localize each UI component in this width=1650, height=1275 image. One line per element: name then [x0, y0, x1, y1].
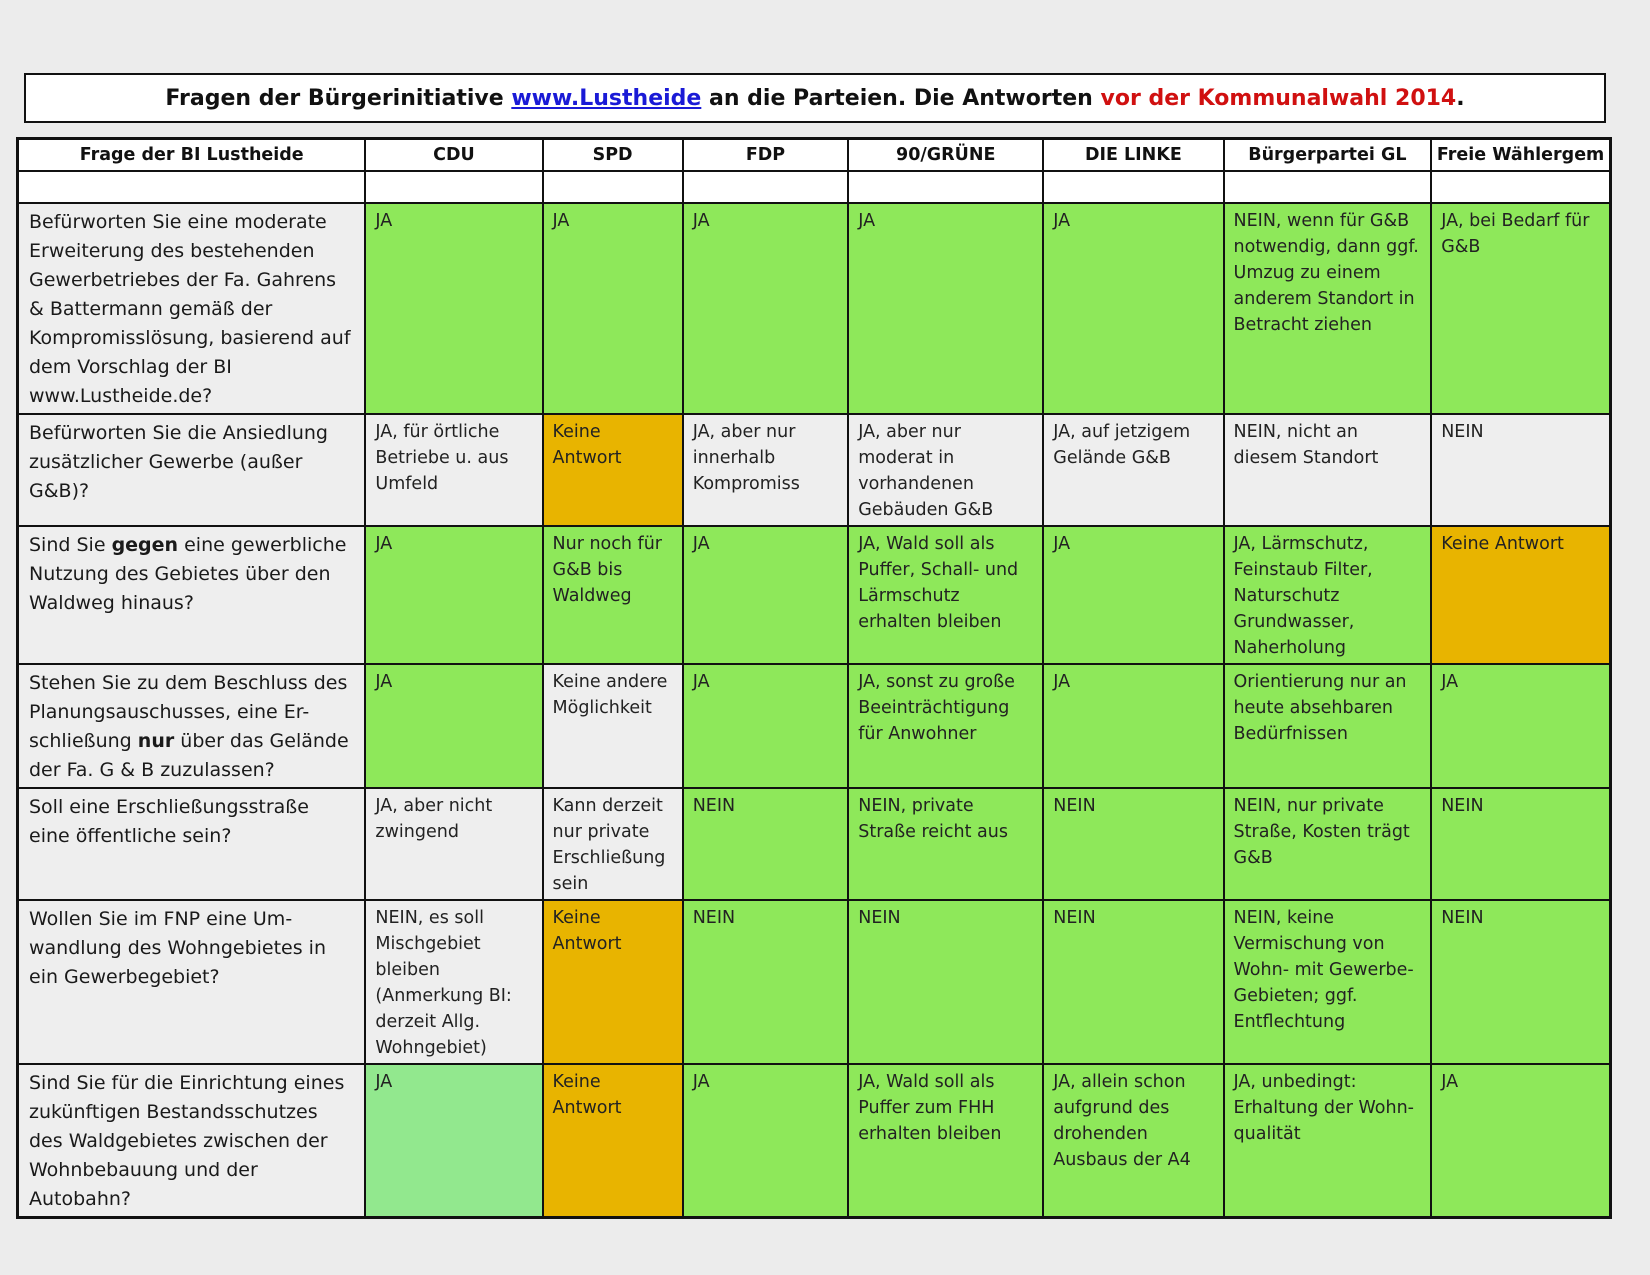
question-segment: Sind Sie: [29, 534, 112, 556]
answer-text: JA: [1053, 211, 1071, 231]
answer-cell: [683, 526, 849, 664]
answer-cell: [1431, 1064, 1610, 1218]
empty-cell: [1043, 171, 1223, 203]
answer-text: JA: [375, 211, 393, 231]
question-cell: [18, 414, 366, 526]
answer-text: JA: [858, 211, 876, 231]
empty-cell: [683, 171, 849, 203]
answer-cell: [1043, 203, 1223, 414]
table-header-row: [18, 139, 1611, 172]
answer-text: JA: [692, 211, 710, 231]
answer-cell: [683, 900, 849, 1064]
answer-cell: [848, 1064, 1043, 1218]
answer-cell: [365, 788, 542, 900]
answer-text: JA, unbedingt: Erhaltung der Wohn-qualität: [1233, 1072, 1414, 1144]
question-cell: [18, 526, 366, 664]
table-row: [18, 900, 1611, 1064]
column-header-party: 90/GRÜNE: [848, 139, 1043, 172]
answer-cell: [683, 1064, 849, 1218]
answer-cell: [1224, 526, 1432, 664]
answer-text: JA: [692, 672, 710, 692]
answer-text: JA: [552, 211, 570, 231]
question-text: [29, 419, 355, 506]
answer-cell: [1431, 203, 1610, 414]
question-cell: [18, 1064, 366, 1218]
answer-text: NEIN: [1441, 796, 1484, 816]
answer-cell: [848, 526, 1043, 664]
answer-text: JA, aber nur innerhalb Kompromiss: [692, 422, 800, 494]
answer-text: JA, aber nur moderat in vorhandenen Gebäuden G&B: [858, 422, 994, 520]
answer-text: JA, Wald soll als Puffer, Schall- und Lärmschutz erhalten bleiben: [858, 534, 1019, 632]
answer-text: NEIN: [1441, 422, 1484, 442]
answer-text: JA: [1053, 672, 1071, 692]
question-text: [29, 669, 355, 785]
question-segment: Wollen Sie im FNP eine Um-wandlung des Wohngebietes in ein Gewerbegebiet?: [29, 908, 326, 988]
page-title: [24, 73, 1606, 123]
answer-cell: [365, 526, 542, 664]
question-segment: Sind Sie für die Einrichtung eines zukünftigen Bestandsschutzes des Waldgebietes zwischen der Wohnbebauung und der Autobahn?: [29, 1072, 345, 1210]
answer-text: JA: [1053, 534, 1071, 554]
answer-text: NEIN, es soll Mischgebiet bleiben (Anmerkung BI: derzeit Allg. Wohngebiet): [375, 908, 512, 1058]
empty-cell: [365, 171, 542, 203]
answer-cell: [848, 664, 1043, 788]
answer-cell: [1043, 526, 1223, 664]
answer-cell: [1431, 664, 1610, 788]
question-text: [29, 793, 355, 851]
answer-cell: [848, 414, 1043, 526]
answer-cell: [1043, 664, 1223, 788]
answers-table: [16, 137, 1612, 1219]
table-row: [18, 203, 1611, 414]
answer-text: NEIN: [1053, 908, 1096, 928]
empty-cell: [848, 171, 1043, 203]
answer-cell: [543, 1064, 683, 1218]
table-row: [18, 414, 1611, 526]
answer-cell: [1224, 900, 1432, 1064]
answer-text: JA, Wald soll als Puffer zum FHH erhalten bleiben: [858, 1072, 1002, 1144]
table-body: [18, 171, 1611, 1218]
question-cell: [18, 664, 366, 788]
answer-text: Keine Antwort: [552, 908, 622, 954]
title-part-1: Fragen der Bürgerinitiative: [165, 85, 504, 111]
answer-text: NEIN, wenn für G&B notwendig, dann ggf. Umzug zu einem anderem Standort in Betracht ziehen: [1233, 211, 1419, 335]
answer-text: JA: [375, 534, 393, 554]
answer-cell: [1224, 664, 1432, 788]
question-text: [29, 1069, 355, 1214]
answer-cell: [1043, 900, 1223, 1064]
question-cell: [18, 900, 366, 1064]
answer-cell: [1431, 788, 1610, 900]
answer-text: JA, allein schon aufgrund des drohenden Ausbaus der A4: [1053, 1072, 1191, 1170]
answer-cell: [848, 788, 1043, 900]
answer-text: NEIN, keine Vermischung von Wohn- mit Gewerbe-Gebieten; ggf. Entflechtung: [1233, 908, 1414, 1032]
question-text: [29, 905, 355, 992]
answer-cell: [1043, 414, 1223, 526]
answer-text: JA: [375, 672, 393, 692]
lustheide-link[interactable]: www.Lustheide: [511, 85, 702, 111]
answer-text: NEIN: [1053, 796, 1096, 816]
answer-cell: [683, 203, 849, 414]
column-header-party: Bürgerpartei GL: [1224, 139, 1432, 172]
column-header-party: FDP: [683, 139, 849, 172]
answer-cell: [365, 414, 542, 526]
answer-text: JA, für örtliche Betriebe u. aus Umfeld: [375, 422, 509, 494]
empty-cell: [1431, 171, 1610, 203]
answer-cell: [543, 664, 683, 788]
answer-cell: [365, 203, 542, 414]
answer-cell: [1431, 900, 1610, 1064]
title-highlight: vor der Kommunalwahl 2014: [1100, 85, 1457, 111]
answer-cell: [1224, 203, 1432, 414]
answer-text: JA, aber nicht zwingend: [375, 796, 493, 842]
column-header-party: SPD: [543, 139, 683, 172]
empty-cell: [1224, 171, 1432, 203]
question-emphasis: nur: [137, 730, 175, 752]
answer-text: JA, sonst zu große Beeinträchtigung für Anwohner: [858, 672, 1015, 744]
column-header-question: Frage der BI Lustheide: [18, 139, 366, 172]
answer-text: JA, bei Bedarf für G&B: [1441, 211, 1590, 257]
answer-text: NEIN, nur private Straße, Kosten trägt G&B: [1233, 796, 1410, 868]
answer-text: NEIN: [692, 908, 736, 928]
answer-cell: [1224, 1064, 1432, 1218]
answer-text: JA: [1441, 672, 1459, 692]
answer-text: NEIN: [858, 908, 901, 928]
answer-cell: [848, 203, 1043, 414]
question-segment: Befürworten Sie eine moderate Erweiterung des bestehenden Gewerbetriebes der Fa. Gahrens & Battermann gemäß der Kompromisslösung, basierend auf dem Vorschlag der BI www.Lustheide.de?: [29, 211, 351, 407]
question-segment: eine gewerbliche Nutzung des Gebietes über den Waldweg hinaus?: [29, 534, 347, 614]
answer-text: NEIN: [692, 796, 736, 816]
answer-text: JA: [375, 1072, 393, 1092]
column-header-party: DIE LINKE: [1043, 139, 1223, 172]
question-text: [29, 531, 355, 618]
answer-text: Orientierung nur an heute absehbaren Bedürfnissen: [1233, 672, 1407, 744]
table-row: [18, 1064, 1611, 1218]
answer-text: Keine Antwort: [552, 1072, 622, 1118]
question-segment: Soll eine Erschließungsstraße eine öffentliche sein?: [29, 796, 309, 847]
question-cell: [18, 203, 366, 414]
column-header-party: CDU: [365, 139, 542, 172]
question-segment: Befürworten Sie die Ansiedlung zusätzlicher Gewerbe (außer G&B)?: [29, 422, 328, 502]
answer-cell: [683, 664, 849, 788]
answer-cell: [1431, 414, 1610, 526]
answer-cell: [1431, 526, 1610, 664]
answer-text: NEIN, private Straße reicht aus: [858, 796, 1008, 842]
answer-cell: [543, 900, 683, 1064]
question-segment: über das Gelände der Fa. G & B zuzulassen?: [29, 730, 349, 781]
answer-cell: [1043, 1064, 1223, 1218]
answer-text: NEIN: [1441, 908, 1484, 928]
answer-cell: [683, 788, 849, 900]
question-text: [29, 208, 355, 411]
answer-text: Keine andere Möglichkeit: [552, 672, 668, 718]
answer-text: Nur noch für G&B bis Waldweg: [552, 534, 662, 606]
table-row: [18, 664, 1611, 788]
answer-cell: [683, 414, 849, 526]
question-cell: [18, 788, 366, 900]
answer-cell: [365, 900, 542, 1064]
answer-text: Kann derzeit nur private Erschließung sein: [552, 796, 666, 894]
answer-text: JA: [692, 534, 710, 554]
column-header-party: Freie Wählergem: [1431, 139, 1610, 172]
answer-cell: [543, 414, 683, 526]
answer-cell: [365, 1064, 542, 1218]
title-part-2: an die Parteien. Die Antworten: [709, 85, 1093, 111]
question-emphasis: gegen: [111, 534, 179, 556]
answer-text: JA, Lärmschutz, Feinstaub Filter, Naturschutz Grundwasser, Naherholung: [1233, 534, 1373, 658]
answer-cell: [543, 203, 683, 414]
answer-cell: [543, 526, 683, 664]
answer-text: JA: [1441, 1072, 1459, 1092]
answer-cell: [1224, 414, 1432, 526]
title-part-3: .: [1456, 85, 1465, 111]
answer-cell: [365, 664, 542, 788]
question-segment: Stehen Sie zu dem Beschluss des Planungsauschusses, eine Er-schließung: [29, 672, 348, 752]
answer-cell: [543, 788, 683, 900]
answer-text: Keine Antwort: [552, 422, 622, 468]
empty-cell: [543, 171, 683, 203]
answer-text: JA, auf jetzigem Gelände G&B: [1053, 422, 1191, 468]
empty-row: [18, 171, 1611, 203]
empty-cell: [18, 171, 366, 203]
answer-cell: [1224, 788, 1432, 900]
table-row: [18, 526, 1611, 664]
answer-text: Keine Antwort: [1441, 534, 1564, 554]
table-row: [18, 788, 1611, 900]
answer-text: JA: [692, 1072, 710, 1092]
answer-cell: [848, 900, 1043, 1064]
answer-cell: [1043, 788, 1223, 900]
answer-text: NEIN, nicht an diesem Standort: [1233, 422, 1379, 468]
